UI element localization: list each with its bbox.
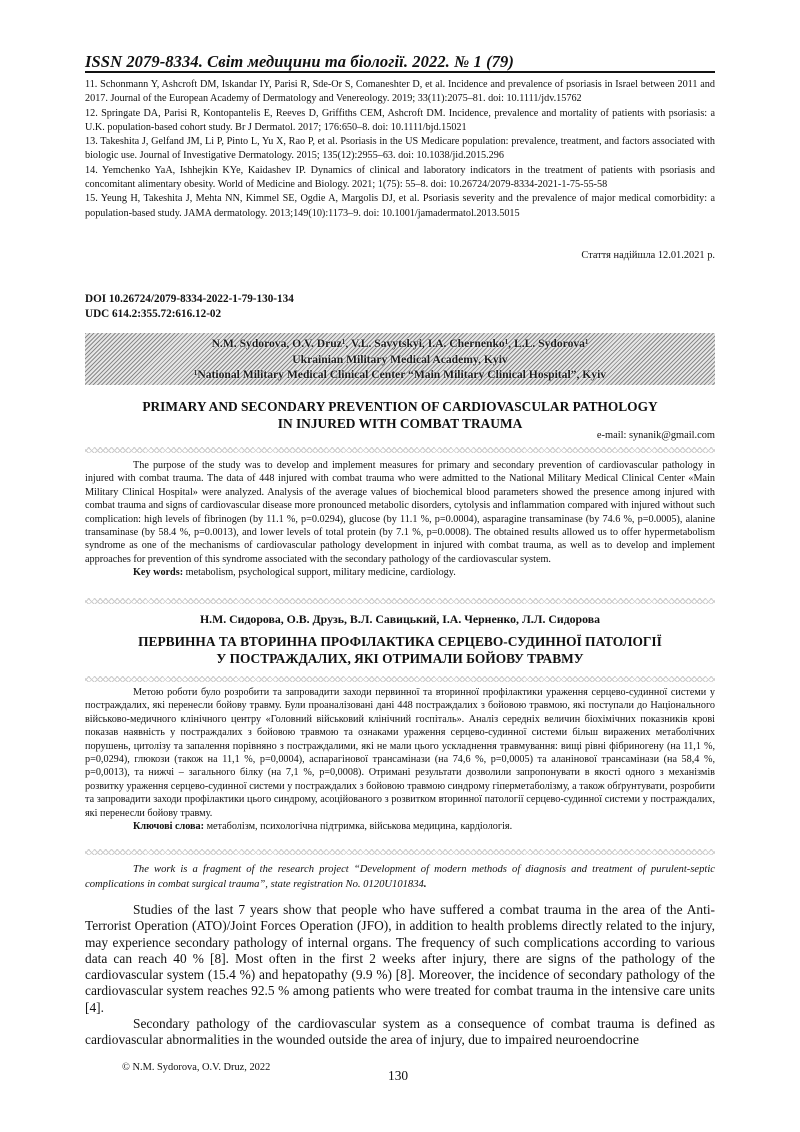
authors-banner xyxy=(85,333,715,385)
udc: UDC 614.2:355.72:616.12-02 xyxy=(85,308,222,320)
keywords-en xyxy=(85,566,715,579)
abstract-ua-text: Метою роботи було розробити та запровадити заходи первинної та вторинної профілактики ураження серцево-судинної системи у постраждалих, які перенесли бойову травму. Були проаналізовані дані 448 постраждалих з бойовою травмою, які поступали до Національного військово-медичного клінічного центру «Головний військовий клінічний госпіталь». Аналіз середніх величин біохімічних показників крові показав наявність у постраждалих з бойовою травмою та ознаками ураження серцево-судинної системи більш виражених метаболічних порушень, цитолізу та запалення порівняно з постраждалими, які не мали цього ускладнення травмування: вищі рівні фібриногену (на 11,1 %, p=0,0294), глюкози (також на 11,1 %, p=0,0004), аспарагінової трансамінази (на 74,6 %, p=0,0005) та аланінової трансамінази (на 58,4 %, p=0,0013), та нижчі – загального білку (на 7,1 %, p=0,0008). Отримані результати дозволили запропонувати в якості одного з механізмів розвитку ураження серцево-судинної системи у постраждалих з бойовою травмою синдрому гіперметаболізму, а також обґрунтувати, розробити та запровадити заходи профілактики цього синдрому, асоційованого з розвитком вторинної патології серцево-судинної системи у постраждалих, які перенесли бойову травму. xyxy=(85,687,715,819)
abstract-en xyxy=(85,459,715,580)
article-identifiers xyxy=(85,292,294,322)
fragment-text: The work is a fragment of the research project “Development of modern methods of diagnosis and treatment of purulent-septic complications in combat surgical trauma”, state registration No. 0120U101834 xyxy=(85,864,715,890)
reference-item: 14. Yemchenko YaA, Ishhejkin KYe, Kaidashev IP. Dynamics of clinical and laboratory indicators in the treatment of patients with psoriasis and concomitant alimentary obesity. World of Medicine and Biology. 2021; 1(75): 55–8. doi: 10.26724/2079-8334-2021-1-75-55-58 xyxy=(85,164,715,191)
wavy-divider xyxy=(85,676,715,682)
wavy-divider xyxy=(85,447,715,453)
doi: DOI 10.26724/2079-8334-2022-1-79-130-134 xyxy=(85,293,294,305)
abstract-ua xyxy=(85,686,715,833)
article-title-en xyxy=(85,398,715,432)
abstract-en-text: The purpose of the study was to develop and implement measures for primary and secondary prevention of cardiovascular pathology in injured with combat trauma. The data of 448 injured with combat trauma who were admitted to the National Military Medical Clinical Center «Main Military Clinical Hospital» were analyzed. Analysis of the average values of biochemical blood parameters showed the presence among injured with combat trauma and signs of cardiovascular disease more pronounced metabolic disorders, cytolysis and inflammation compared with injured without such complication: high levels of fibrinogen (by 11.1 %, p=0.0294), glucose (by 11.1 %, p=0.0004), asparagine transaminase (by 74.6 %, p=0.0005), alanine transaminase (by 58.4 %, p=0.0013), and lower levels of total protein (by 7.1 %, p=0.0008). The obtained results allowed us to offer hypermetabolism syndrome as one of the mechanisms of cardiovascular pathology development in injured with combat trauma, as well as to develop and implement approaches for prevention of this syndrome associated with the secondary pathology of the cardiovascular system. xyxy=(85,460,715,565)
body-paragraph: Studies of the last 7 years show that people who have suffered a combat trauma in the area of the Anti-Terrorist Operation (ATO)/Joint Forces Operation (JFO), in addition to health problems directly related to the injury, may experience secondary pathology of internal organs. The frequency of such complications according to various data can reach 40 % [8]. Most often in the first 2 weeks after injury, there are signs of the pathology of the cardiovascular system (15.4 %) and hepatopathy (9.9 %) [8]. Moreover, the incidence of secondary pathology of the cardiovascular system reaches 92.5 % among patients who were treated for combat trauma in the intensive care units [4]. xyxy=(85,902,715,1015)
article-title-ua xyxy=(85,633,715,667)
reference-item: 11. Schonmann Y, Ashcroft DM, Iskandar IY, Parisi R, Sde-Or S, Comaneshter D, et al. Incidence and prevalence of psoriasis in Israel between 2011 and 2017. Journal of the European Academy of Dermatology and Venereology. 2019; 33(11):2075–81. doi: 10.1111/jdv.15762 xyxy=(85,79,715,105)
body-paragraph: Secondary pathology of the cardiovascular system as a consequence of combat trauma is defined as cardiovascular abnormalities in the wounded outside the area of injury, due to impaired neuroendocrine xyxy=(85,1016,715,1048)
authors-ua: Н.М. Сидорова, О.В. Друзь, В.Л. Савицький, І.А. Черненко, Л.Л. Сидорова xyxy=(199,612,600,626)
header-rule xyxy=(85,71,715,73)
title-ua-line-2: У ПОСТРАЖДАЛИХ, ЯКІ ОТРИМАЛИ БОЙОВУ ТРАВМУ xyxy=(216,651,584,666)
fragment-end: . xyxy=(423,879,427,890)
affiliation-2: ¹National Military Medical Clinical Center “Main Military Clinical Hospital”, Kyiv xyxy=(193,368,607,382)
contact-email: e-mail: synanik@gmail.com xyxy=(596,430,715,441)
title-en-line-1: PRIMARY AND SECONDARY PREVENTION OF CARDIOVASCULAR PATHOLOGY xyxy=(142,399,658,414)
keywords-value: метаболізм, психологічна підтримка, військова медицина, кардіологія. xyxy=(204,821,513,833)
keywords-value: metabolism, psychological support, military medicine, cardiology. xyxy=(183,567,456,579)
page-number: 130 xyxy=(388,1068,409,1083)
keywords-label: Ключові слова: xyxy=(133,821,205,833)
title-ua-line-1: ПЕРВИННА ТА ВТОРИННА ПРОФІЛАКТИКА СЕРЦЕВО-СУДИННОЇ ПАТОЛОГІЇ xyxy=(138,634,662,649)
article-body xyxy=(85,902,715,1049)
affiliation-1: Ukrainian Military Medical Academy, Kyiv xyxy=(292,352,508,366)
reference-item: 12. Springate DA, Parisi R, Kontopantelis E, Reeves D, Griffiths CEM, Ashcroft DM. Incidence, prevalence and mortality of patients with psoriasis: a U.K. population-based cohort study. Br J Dermatol. 2017; 176:650–8. doi: 10.1111/bjd.15021 xyxy=(85,107,715,133)
authors-en: N.M. Sydorova, O.V. Druz¹, V.L. Savytskyi, I.A. Chernenko¹, L.L. Sydorova¹ xyxy=(211,337,589,350)
keywords-label: Key words: xyxy=(133,567,184,579)
wavy-divider xyxy=(85,598,715,604)
copyright: © N.M. Sydorova, O.V. Druz, 2022 xyxy=(122,1062,271,1073)
journal-header: ISSN 2079-8334. Світ медицини та біології. 2022. № 1 (79) xyxy=(85,52,515,71)
wavy-divider xyxy=(85,849,715,855)
reference-item: 13. Takeshita J, Gelfand JM, Li P, Pinto L, Yu X, Rao P, et al. Psoriasis in the US Medicare population: prevalence, treatment, and factors associated with biologic use. Journal of Investigative Dermatology. 2015; 135(12):2955–63. doi: 10.1038/jid.2015.296 xyxy=(85,136,715,162)
received-date: Стаття надійшла 12.01.2021 р. xyxy=(581,250,715,261)
title-en-line-2: IN INJURED WITH COMBAT TRAUMA xyxy=(277,416,523,431)
keywords-ua xyxy=(85,820,715,833)
reference-list xyxy=(85,78,715,221)
research-project-note xyxy=(85,862,715,892)
reference-item: 15. Yeung H, Takeshita J, Mehta NN, Kimmel SE, Ogdie A, Margolis DJ, et al. Psoriasis severity and the prevalence of major medical comorbidity: a population-based study. JAMA dermatology. 2013;149(10):1173–9. doi: 10.1001/jamadermatol.2013.5015 xyxy=(85,193,715,219)
